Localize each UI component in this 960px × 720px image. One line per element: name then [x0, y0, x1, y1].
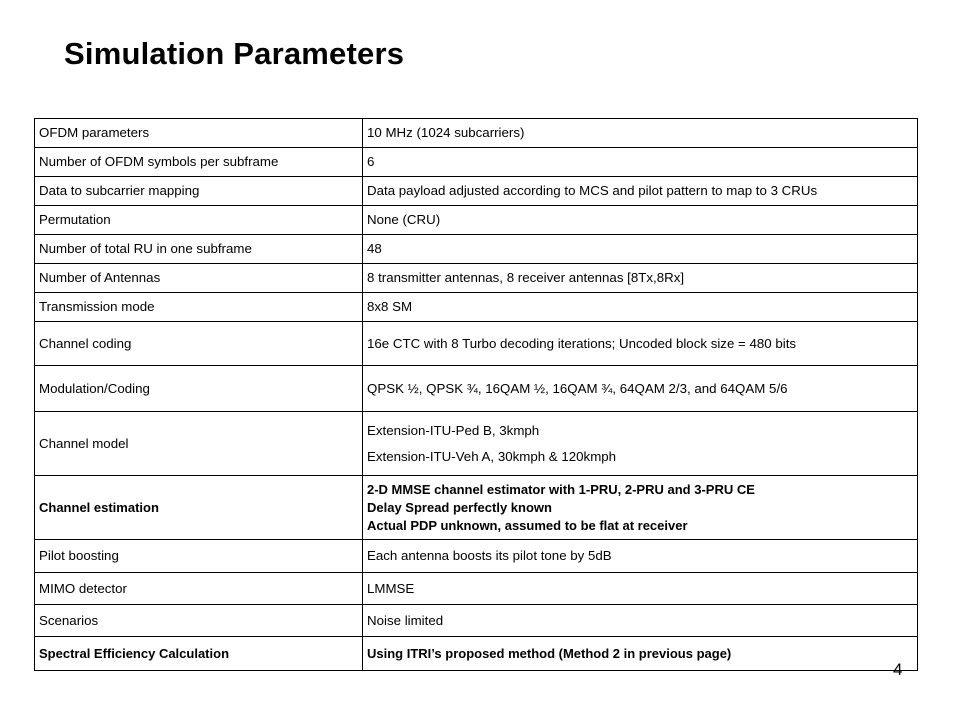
param-value-line: Using ITRI’s proposed method (Method 2 in previous page) — [367, 645, 732, 661]
param-value-line: 2-D MMSE channel estimator with 1-PRU, 2-PRU and 3-PRU CE — [367, 481, 755, 497]
param-value — [363, 264, 918, 293]
table-row — [35, 605, 918, 637]
param-value-line: 48 — [367, 241, 382, 256]
param-value-line: 16e CTC with 8 Turbo decoding iterations; Uncoded block size = 480 bits — [367, 335, 797, 351]
param-value — [363, 412, 918, 476]
param-label: Pilot boosting — [35, 540, 363, 573]
param-label: Channel estimation — [35, 476, 363, 540]
param-value — [363, 476, 918, 540]
param-value-line: None (CRU) — [367, 212, 441, 227]
param-label: MIMO detector — [35, 573, 363, 605]
table-row — [35, 235, 918, 264]
param-value — [363, 322, 918, 366]
param-value — [363, 573, 918, 605]
param-label: Number of total RU in one subframe — [35, 235, 363, 264]
param-label: Spectral Efficiency Calculation — [35, 637, 363, 671]
param-label: Number of OFDM symbols per subframe — [35, 148, 363, 177]
param-value-line: Noise limited — [367, 612, 444, 628]
param-label: Permutation — [35, 206, 363, 235]
param-label: Modulation/Coding — [35, 366, 363, 412]
param-value — [363, 637, 918, 671]
param-value-line: LMMSE — [367, 580, 415, 596]
param-value — [363, 177, 918, 206]
page-number: 4 — [893, 660, 903, 679]
table-row — [35, 322, 918, 366]
table-row — [35, 573, 918, 605]
table-row — [35, 293, 918, 322]
table-row — [35, 637, 918, 671]
param-value — [363, 206, 918, 235]
param-value-line: Extension-ITU-Veh A, 30kmph & 120kmph — [367, 448, 617, 464]
param-value — [363, 366, 918, 412]
param-label: Channel coding — [35, 322, 363, 366]
param-value-line: 8 transmitter antennas, 8 receiver antennas [8Tx,8Rx] — [367, 270, 685, 285]
table-row — [35, 366, 918, 412]
table-row — [35, 264, 918, 293]
param-value-line: QPSK ½, QPSK ¾, 16QAM ½, 16QAM ¾, 64QAM 2/3, and 64QAM 5/6 — [367, 380, 788, 396]
param-value-line: 10 MHz (1024 subcarriers) — [367, 125, 525, 140]
param-label: Channel model — [35, 412, 363, 476]
param-value-line: Each antenna boosts its pilot tone by 5dB — [367, 548, 612, 563]
param-value-line: Delay Spread perfectly known — [367, 499, 552, 515]
page-title: Simulation Parameters — [64, 36, 405, 71]
param-value — [363, 119, 918, 148]
param-label: OFDM parameters — [35, 119, 363, 148]
table-row — [35, 177, 918, 206]
table-row — [35, 119, 918, 148]
param-value-line: Data payload adjusted according to MCS and pilot pattern to map to 3 CRUs — [367, 183, 818, 198]
param-value — [363, 148, 918, 177]
param-value — [363, 605, 918, 637]
param-label: Scenarios — [35, 605, 363, 637]
param-label: Data to subcarrier mapping — [35, 177, 363, 206]
table-row — [35, 412, 918, 476]
param-value — [363, 293, 918, 322]
param-value — [363, 540, 918, 573]
param-value-line: Extension-ITU-Ped B, 3kmph — [367, 422, 540, 438]
param-label: Transmission mode — [35, 293, 363, 322]
param-value-line: 8x8 SM — [367, 299, 413, 314]
table-row — [35, 206, 918, 235]
param-label: Number of Antennas — [35, 264, 363, 293]
param-value-line: 6 — [367, 154, 375, 169]
param-value-line: Actual PDP unknown, assumed to be flat at receiver — [367, 517, 688, 533]
param-value — [363, 235, 918, 264]
table-row — [35, 540, 918, 573]
table-row — [35, 148, 918, 177]
parameters-table — [34, 118, 918, 671]
table-row — [35, 476, 918, 540]
